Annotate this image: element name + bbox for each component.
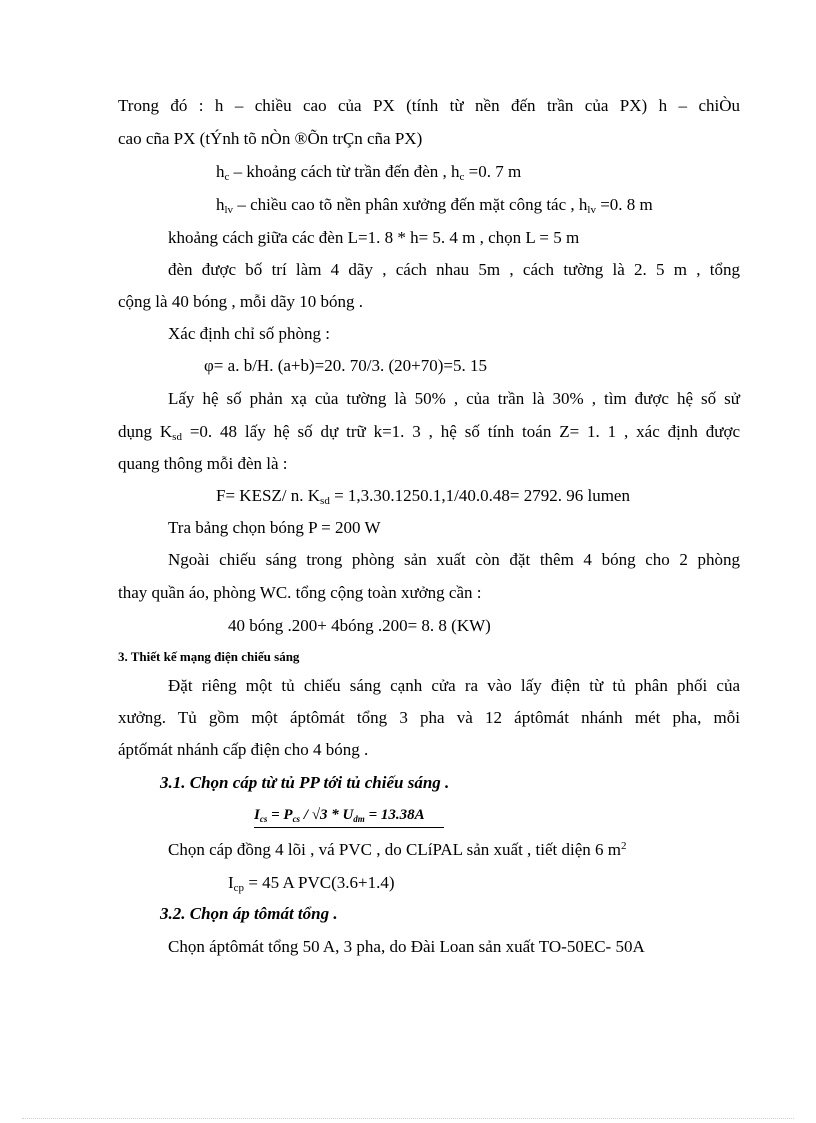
icp-subscript: cp xyxy=(233,882,245,894)
paragraph-line: Đặt riêng một tủ chiếu sáng cạnh cửa ra vào lấy điện từ tủ phân phối của xyxy=(168,676,740,695)
formula-sub-cs: cs xyxy=(259,814,268,824)
formula-mid: / √3 * U xyxy=(300,807,354,823)
formula-sub-cs2: cs xyxy=(292,814,301,824)
extra-lighting-line: Ngoài chiếu sáng trong phòng sản xuất còn đặt thêm 4 bóng cho 2 phòng xyxy=(168,550,740,569)
formula-result: = 13.38A xyxy=(364,807,425,823)
usage-text-2: =0. 48 lấy hệ số dự trữ k=1. 3 , hệ số tính toán Z= 1. 1 , xác định được xyxy=(181,422,741,441)
flux-result: = 1,3.30.1250.1,1/40.0.48= 2792. 96 lumen xyxy=(329,486,630,505)
room-index-label: Xác định chỉ số phòng : xyxy=(168,324,330,343)
extra-lighting-line-2: thay quần áo, phòng WC. tổng cộng toàn xưởng cần : xyxy=(118,583,482,602)
flux-intro: quang thông mỗi đèn là : xyxy=(118,454,288,473)
cable-superscript: 2 xyxy=(621,840,627,852)
usage-text: dụng K xyxy=(118,422,173,441)
hc-subscript: c xyxy=(224,171,230,183)
layout-line-2: cộng là 40 bóng , mỗi dãy 10 bóng . xyxy=(118,292,364,311)
hlv-value: =0. 8 m xyxy=(595,195,653,214)
formula-i: I xyxy=(254,807,260,823)
paragraph-line: cao cña PX (tÝnh tõ nÒn ®Õn trÇn cña PX) xyxy=(118,129,423,148)
hc-subscript-2: c xyxy=(459,171,465,183)
hc-symbol: h xyxy=(216,162,225,181)
paragraph-line: Trong đó : h – chiều cao của PX (tính từ nền đến trần của PX) h – chiÒu xyxy=(118,96,740,115)
cable-text: Chọn cáp đồng 4 lõi , vá PVC , do CLíPAL sản xuất , tiết diện 6 m xyxy=(168,840,621,859)
current-formula xyxy=(254,803,444,828)
icp-line xyxy=(228,873,395,893)
room-index-formula: φ= a. b/H. (a+b)=20. 70/3. (20+70)=5. 15 xyxy=(204,356,487,375)
hc-text: – khoảng cách từ trần đến đèn , h xyxy=(229,162,460,181)
page-footer-divider xyxy=(22,1118,794,1119)
hlv-definition xyxy=(216,195,653,215)
subsection-heading-3-1: 3.1. Chọn cáp từ tủ PP tới tủ chiếu sáng . xyxy=(160,773,450,792)
ksd-subscript: sd xyxy=(172,431,182,443)
hc-value: =0. 7 m xyxy=(464,162,522,181)
breaker-line: Chọn áptômát tổng 50 A, 3 pha, do Đài Loan sản xuất TO-50EC- 50A xyxy=(168,937,645,956)
section-heading: 3. Thiết kế mạng điện chiếu sáng xyxy=(118,649,300,664)
icp-value: = 45 A PVC(3.6+1.4) xyxy=(244,873,395,892)
flux-text: F= KESZ/ n. K xyxy=(216,486,321,505)
flux-formula xyxy=(216,486,630,506)
subsection-heading-3-2: 3.2. Chọn áp tômát tổng . xyxy=(160,904,338,923)
hlv-symbol: h xyxy=(216,195,225,214)
paragraph-line: áptốmát nhánh cấp điện cho 4 bóng . xyxy=(118,740,369,759)
hc-definition xyxy=(216,162,521,182)
icp-symbol: I xyxy=(228,873,234,892)
spacing-line: khoảng cách giữa các đèn L=1. 8 * h= 5. 4 m , chọn L = 5 m xyxy=(168,228,580,247)
paragraph-line: xưởng. Tủ gồm một áptômát tổng 3 pha và 12 áptômát nhánh mét pha, mỗi xyxy=(118,708,740,727)
formula-sub-dm: dm xyxy=(353,814,365,824)
hlv-text: – chiều cao tõ nền phân xưởng đến mặt công tác , h xyxy=(233,195,588,214)
cable-line xyxy=(168,840,627,860)
bulb-line: Tra bảng chọn bóng P = 200 W xyxy=(168,518,381,537)
reflectance-line: Lấy hệ số phản xạ của tường là 50% , của trần là 30% , tìm được hệ số sử xyxy=(168,389,740,408)
layout-line: đèn được bố trí làm 4 dãy , cách nhau 5m , cách tường là 2. 5 m , tổng xyxy=(168,260,740,279)
flux-subscript: sd xyxy=(320,495,330,507)
usage-factor-line xyxy=(118,422,740,442)
formula-eq: = P xyxy=(267,807,293,823)
hlv-subscript-2: lv xyxy=(587,204,596,216)
total-power: 40 bóng .200+ 4bóng .200= 8. 8 (KW) xyxy=(228,616,491,635)
hlv-subscript: lv xyxy=(224,204,234,216)
